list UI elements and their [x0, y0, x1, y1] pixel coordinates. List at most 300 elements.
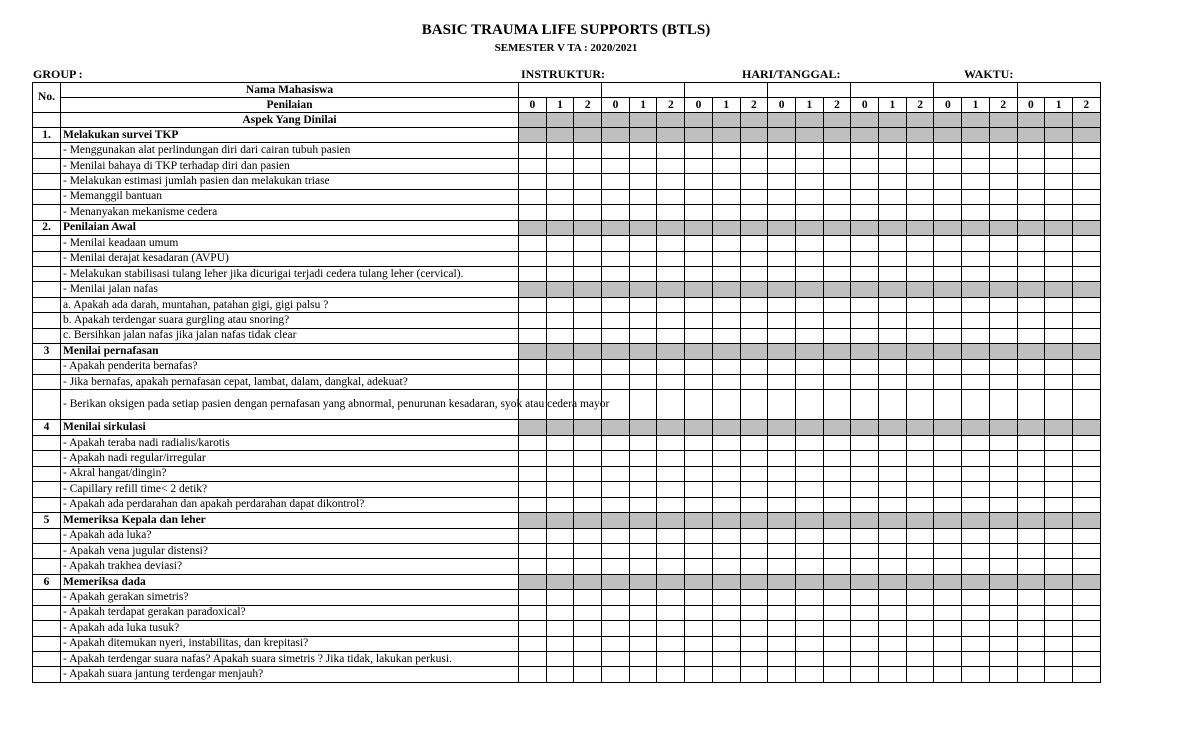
score-cell[interactable]: [1072, 297, 1100, 312]
score-cell[interactable]: [851, 466, 879, 481]
score-cell[interactable]: [519, 435, 547, 450]
score-cell[interactable]: [906, 266, 934, 281]
score-cell[interactable]: [519, 297, 547, 312]
student-name-cell[interactable]: [685, 83, 768, 98]
score-cell[interactable]: [906, 482, 934, 497]
score-cell[interactable]: [1017, 313, 1045, 328]
score-cell[interactable]: [962, 435, 990, 450]
score-cell[interactable]: [685, 543, 713, 558]
score-cell[interactable]: [1045, 236, 1073, 251]
score-cell[interactable]: [768, 543, 796, 558]
score-cell[interactable]: [1072, 174, 1100, 189]
score-cell[interactable]: [823, 143, 851, 158]
student-name-cell[interactable]: [602, 83, 685, 98]
score-cell[interactable]: [934, 559, 962, 574]
score-cell[interactable]: [1045, 297, 1073, 312]
score-cell[interactable]: [934, 251, 962, 266]
score-cell[interactable]: [1017, 466, 1045, 481]
score-cell[interactable]: [1072, 528, 1100, 543]
score-cell[interactable]: [795, 189, 823, 204]
score-cell[interactable]: [795, 236, 823, 251]
score-cell[interactable]: [629, 375, 657, 390]
score-cell[interactable]: [657, 435, 685, 450]
score-cell[interactable]: [602, 466, 630, 481]
score-cell[interactable]: [740, 143, 768, 158]
score-cell[interactable]: [740, 375, 768, 390]
score-cell[interactable]: [823, 390, 851, 420]
score-cell[interactable]: [823, 236, 851, 251]
score-cell[interactable]: [851, 359, 879, 374]
score-cell[interactable]: [519, 359, 547, 374]
score-cell[interactable]: [519, 236, 547, 251]
score-cell[interactable]: [1072, 236, 1100, 251]
score-cell[interactable]: [962, 174, 990, 189]
score-cell[interactable]: [712, 482, 740, 497]
score-cell[interactable]: [962, 482, 990, 497]
score-cell[interactable]: [879, 543, 907, 558]
score-cell[interactable]: [962, 158, 990, 173]
score-cell[interactable]: [657, 375, 685, 390]
score-cell[interactable]: [795, 667, 823, 682]
score-cell[interactable]: [712, 543, 740, 558]
score-cell[interactable]: [962, 375, 990, 390]
score-cell[interactable]: [989, 313, 1017, 328]
score-cell[interactable]: [685, 497, 713, 512]
score-cell[interactable]: [1072, 375, 1100, 390]
score-cell[interactable]: [574, 375, 602, 390]
score-cell[interactable]: [657, 482, 685, 497]
score-cell[interactable]: [795, 451, 823, 466]
score-cell[interactable]: [546, 266, 574, 281]
score-cell[interactable]: [795, 251, 823, 266]
score-cell[interactable]: [712, 236, 740, 251]
score-cell[interactable]: [685, 313, 713, 328]
score-cell[interactable]: [768, 435, 796, 450]
score-cell[interactable]: [519, 328, 547, 343]
score-cell[interactable]: [879, 636, 907, 651]
score-cell[interactable]: [768, 205, 796, 220]
score-cell[interactable]: [740, 621, 768, 636]
score-cell[interactable]: [851, 451, 879, 466]
score-cell[interactable]: [629, 559, 657, 574]
score-cell[interactable]: [1072, 143, 1100, 158]
score-cell[interactable]: [574, 313, 602, 328]
score-cell[interactable]: [962, 590, 990, 605]
score-cell[interactable]: [712, 667, 740, 682]
score-cell[interactable]: [962, 636, 990, 651]
score-cell[interactable]: [657, 559, 685, 574]
score-cell[interactable]: [768, 266, 796, 281]
score-cell[interactable]: [1072, 605, 1100, 620]
score-cell[interactable]: [519, 158, 547, 173]
score-cell[interactable]: [934, 636, 962, 651]
score-cell[interactable]: [602, 143, 630, 158]
score-cell[interactable]: [629, 266, 657, 281]
score-cell[interactable]: [712, 313, 740, 328]
score-cell[interactable]: [685, 605, 713, 620]
score-cell[interactable]: [879, 205, 907, 220]
score-cell[interactable]: [851, 328, 879, 343]
score-cell[interactable]: [851, 543, 879, 558]
score-cell[interactable]: [823, 543, 851, 558]
score-cell[interactable]: [1072, 559, 1100, 574]
score-cell[interactable]: [629, 390, 657, 420]
score-cell[interactable]: [546, 466, 574, 481]
score-cell[interactable]: [1045, 328, 1073, 343]
score-cell[interactable]: [740, 543, 768, 558]
score-cell[interactable]: [1045, 390, 1073, 420]
score-cell[interactable]: [740, 189, 768, 204]
score-cell[interactable]: [712, 359, 740, 374]
score-cell[interactable]: [879, 143, 907, 158]
score-cell[interactable]: [934, 328, 962, 343]
score-cell[interactable]: [1072, 590, 1100, 605]
score-cell[interactable]: [602, 652, 630, 667]
score-cell[interactable]: [934, 297, 962, 312]
score-cell[interactable]: [657, 205, 685, 220]
score-cell[interactable]: [685, 652, 713, 667]
score-cell[interactable]: [657, 652, 685, 667]
score-cell[interactable]: [574, 236, 602, 251]
score-cell[interactable]: [989, 158, 1017, 173]
score-cell[interactable]: [1045, 143, 1073, 158]
score-cell[interactable]: [1045, 528, 1073, 543]
score-cell[interactable]: [546, 174, 574, 189]
score-cell[interactable]: [934, 390, 962, 420]
score-cell[interactable]: [1045, 189, 1073, 204]
score-cell[interactable]: [989, 451, 1017, 466]
score-cell[interactable]: [602, 435, 630, 450]
score-cell[interactable]: [989, 375, 1017, 390]
score-cell[interactable]: [879, 158, 907, 173]
score-cell[interactable]: [602, 621, 630, 636]
score-cell[interactable]: [712, 636, 740, 651]
score-cell[interactable]: [879, 621, 907, 636]
score-cell[interactable]: [685, 559, 713, 574]
score-cell[interactable]: [1017, 497, 1045, 512]
score-cell[interactable]: [519, 189, 547, 204]
score-cell[interactable]: [629, 189, 657, 204]
score-cell[interactable]: [851, 390, 879, 420]
score-cell[interactable]: [629, 205, 657, 220]
score-cell[interactable]: [1017, 435, 1045, 450]
score-cell[interactable]: [1017, 621, 1045, 636]
score-cell[interactable]: [879, 174, 907, 189]
score-cell[interactable]: [602, 313, 630, 328]
score-cell[interactable]: [740, 251, 768, 266]
score-cell[interactable]: [602, 605, 630, 620]
score-cell[interactable]: [934, 435, 962, 450]
score-cell[interactable]: [906, 543, 934, 558]
score-cell[interactable]: [519, 652, 547, 667]
score-cell[interactable]: [823, 189, 851, 204]
score-cell[interactable]: [685, 451, 713, 466]
score-cell[interactable]: [740, 390, 768, 420]
score-cell[interactable]: [906, 590, 934, 605]
score-cell[interactable]: [879, 528, 907, 543]
score-cell[interactable]: [546, 158, 574, 173]
score-cell[interactable]: [906, 375, 934, 390]
score-cell[interactable]: [851, 559, 879, 574]
score-cell[interactable]: [906, 189, 934, 204]
score-cell[interactable]: [546, 143, 574, 158]
score-cell[interactable]: [740, 636, 768, 651]
score-cell[interactable]: [740, 590, 768, 605]
score-cell[interactable]: [629, 497, 657, 512]
score-cell[interactable]: [879, 466, 907, 481]
score-cell[interactable]: [823, 652, 851, 667]
score-cell[interactable]: [934, 528, 962, 543]
score-cell[interactable]: [851, 174, 879, 189]
score-cell[interactable]: [602, 328, 630, 343]
score-cell[interactable]: [768, 359, 796, 374]
score-cell[interactable]: [851, 605, 879, 620]
score-cell[interactable]: [1017, 652, 1045, 667]
score-cell[interactable]: [989, 297, 1017, 312]
score-cell[interactable]: [989, 143, 1017, 158]
score-cell[interactable]: [1045, 174, 1073, 189]
score-cell[interactable]: [962, 313, 990, 328]
score-cell[interactable]: [823, 621, 851, 636]
score-cell[interactable]: [934, 189, 962, 204]
score-cell[interactable]: [906, 652, 934, 667]
score-cell[interactable]: [795, 328, 823, 343]
score-cell[interactable]: [768, 528, 796, 543]
score-cell[interactable]: [1072, 543, 1100, 558]
score-cell[interactable]: [657, 590, 685, 605]
score-cell[interactable]: [519, 205, 547, 220]
score-cell[interactable]: [546, 667, 574, 682]
score-cell[interactable]: [602, 559, 630, 574]
score-cell[interactable]: [519, 590, 547, 605]
score-cell[interactable]: [546, 375, 574, 390]
score-cell[interactable]: [1072, 205, 1100, 220]
score-cell[interactable]: [906, 667, 934, 682]
score-cell[interactable]: [657, 466, 685, 481]
score-cell[interactable]: [851, 266, 879, 281]
score-cell[interactable]: [795, 174, 823, 189]
score-cell[interactable]: [795, 359, 823, 374]
score-cell[interactable]: [906, 359, 934, 374]
score-cell[interactable]: [851, 251, 879, 266]
score-cell[interactable]: [712, 143, 740, 158]
score-cell[interactable]: [795, 497, 823, 512]
score-cell[interactable]: [1072, 482, 1100, 497]
score-cell[interactable]: [546, 528, 574, 543]
score-cell[interactable]: [906, 205, 934, 220]
score-cell[interactable]: [740, 466, 768, 481]
score-cell[interactable]: [1045, 636, 1073, 651]
score-cell[interactable]: [740, 559, 768, 574]
score-cell[interactable]: [879, 451, 907, 466]
score-cell[interactable]: [1017, 390, 1045, 420]
score-cell[interactable]: [740, 451, 768, 466]
score-cell[interactable]: [989, 205, 1017, 220]
score-cell[interactable]: [546, 636, 574, 651]
score-cell[interactable]: [712, 528, 740, 543]
score-cell[interactable]: [851, 590, 879, 605]
student-name-cell[interactable]: [768, 83, 851, 98]
score-cell[interactable]: [629, 328, 657, 343]
score-cell[interactable]: [989, 652, 1017, 667]
score-cell[interactable]: [1017, 590, 1045, 605]
score-cell[interactable]: [989, 667, 1017, 682]
score-cell[interactable]: [1045, 375, 1073, 390]
score-cell[interactable]: [1072, 266, 1100, 281]
score-cell[interactable]: [1045, 621, 1073, 636]
score-cell[interactable]: [962, 205, 990, 220]
score-cell[interactable]: [1017, 266, 1045, 281]
score-cell[interactable]: [740, 482, 768, 497]
score-cell[interactable]: [823, 482, 851, 497]
score-cell[interactable]: [906, 328, 934, 343]
score-cell[interactable]: [574, 189, 602, 204]
score-cell[interactable]: [879, 482, 907, 497]
score-cell[interactable]: [574, 205, 602, 220]
score-cell[interactable]: [851, 375, 879, 390]
score-cell[interactable]: [934, 667, 962, 682]
score-cell[interactable]: [823, 297, 851, 312]
score-cell[interactable]: [657, 621, 685, 636]
score-cell[interactable]: [519, 466, 547, 481]
score-cell[interactable]: [574, 621, 602, 636]
score-cell[interactable]: [712, 297, 740, 312]
score-cell[interactable]: [685, 158, 713, 173]
score-cell[interactable]: [657, 359, 685, 374]
score-cell[interactable]: [879, 590, 907, 605]
score-cell[interactable]: [768, 667, 796, 682]
score-cell[interactable]: [795, 636, 823, 651]
score-cell[interactable]: [989, 174, 1017, 189]
score-cell[interactable]: [823, 158, 851, 173]
score-cell[interactable]: [768, 143, 796, 158]
score-cell[interactable]: [740, 435, 768, 450]
score-cell[interactable]: [934, 543, 962, 558]
score-cell[interactable]: [712, 266, 740, 281]
score-cell[interactable]: [823, 375, 851, 390]
score-cell[interactable]: [934, 451, 962, 466]
score-cell[interactable]: [740, 652, 768, 667]
score-cell[interactable]: [851, 158, 879, 173]
score-cell[interactable]: [519, 375, 547, 390]
score-cell[interactable]: [906, 251, 934, 266]
score-cell[interactable]: [1017, 236, 1045, 251]
score-cell[interactable]: [1045, 667, 1073, 682]
score-cell[interactable]: [879, 390, 907, 420]
score-cell[interactable]: [685, 667, 713, 682]
score-cell[interactable]: [657, 390, 685, 420]
score-cell[interactable]: [823, 667, 851, 682]
score-cell[interactable]: [740, 359, 768, 374]
score-cell[interactable]: [989, 466, 1017, 481]
score-cell[interactable]: [1045, 605, 1073, 620]
score-cell[interactable]: [657, 636, 685, 651]
score-cell[interactable]: [795, 482, 823, 497]
score-cell[interactable]: [1072, 251, 1100, 266]
score-cell[interactable]: [934, 266, 962, 281]
score-cell[interactable]: [962, 652, 990, 667]
score-cell[interactable]: [823, 328, 851, 343]
score-cell[interactable]: [768, 174, 796, 189]
score-cell[interactable]: [1045, 266, 1073, 281]
score-cell[interactable]: [519, 559, 547, 574]
score-cell[interactable]: [574, 497, 602, 512]
score-cell[interactable]: [546, 359, 574, 374]
score-cell[interactable]: [657, 451, 685, 466]
score-cell[interactable]: [989, 390, 1017, 420]
score-cell[interactable]: [823, 205, 851, 220]
score-cell[interactable]: [768, 375, 796, 390]
score-cell[interactable]: [795, 158, 823, 173]
score-cell[interactable]: [629, 621, 657, 636]
score-cell[interactable]: [629, 605, 657, 620]
score-cell[interactable]: [546, 482, 574, 497]
score-cell[interactable]: [1045, 543, 1073, 558]
score-cell[interactable]: [740, 328, 768, 343]
score-cell[interactable]: [657, 313, 685, 328]
score-cell[interactable]: [1017, 559, 1045, 574]
score-cell[interactable]: [574, 667, 602, 682]
score-cell[interactable]: [574, 158, 602, 173]
score-cell[interactable]: [989, 559, 1017, 574]
score-cell[interactable]: [879, 189, 907, 204]
score-cell[interactable]: [574, 251, 602, 266]
score-cell[interactable]: [1017, 189, 1045, 204]
score-cell[interactable]: [962, 559, 990, 574]
score-cell[interactable]: [1072, 497, 1100, 512]
student-name-cell[interactable]: [1017, 83, 1100, 98]
score-cell[interactable]: [1072, 390, 1100, 420]
score-cell[interactable]: [712, 251, 740, 266]
score-cell[interactable]: [962, 189, 990, 204]
score-cell[interactable]: [657, 174, 685, 189]
score-cell[interactable]: [823, 528, 851, 543]
score-cell[interactable]: [574, 328, 602, 343]
score-cell[interactable]: [519, 174, 547, 189]
score-cell[interactable]: [712, 497, 740, 512]
score-cell[interactable]: [712, 435, 740, 450]
score-cell[interactable]: [602, 497, 630, 512]
score-cell[interactable]: [1017, 451, 1045, 466]
score-cell[interactable]: [740, 158, 768, 173]
score-cell[interactable]: [795, 143, 823, 158]
score-cell[interactable]: [740, 605, 768, 620]
score-cell[interactable]: [546, 559, 574, 574]
score-cell[interactable]: [657, 528, 685, 543]
score-cell[interactable]: [712, 559, 740, 574]
score-cell[interactable]: [629, 236, 657, 251]
score-cell[interactable]: [685, 266, 713, 281]
score-cell[interactable]: [989, 636, 1017, 651]
score-cell[interactable]: [712, 652, 740, 667]
score-cell[interactable]: [1045, 313, 1073, 328]
score-cell[interactable]: [712, 590, 740, 605]
score-cell[interactable]: [795, 621, 823, 636]
score-cell[interactable]: [879, 266, 907, 281]
score-cell[interactable]: [602, 297, 630, 312]
score-cell[interactable]: [519, 667, 547, 682]
score-cell[interactable]: [906, 497, 934, 512]
score-cell[interactable]: [962, 466, 990, 481]
score-cell[interactable]: [629, 435, 657, 450]
score-cell[interactable]: [519, 528, 547, 543]
score-cell[interactable]: [962, 390, 990, 420]
score-cell[interactable]: [685, 636, 713, 651]
score-cell[interactable]: [934, 359, 962, 374]
score-cell[interactable]: [768, 652, 796, 667]
score-cell[interactable]: [1045, 451, 1073, 466]
score-cell[interactable]: [519, 605, 547, 620]
